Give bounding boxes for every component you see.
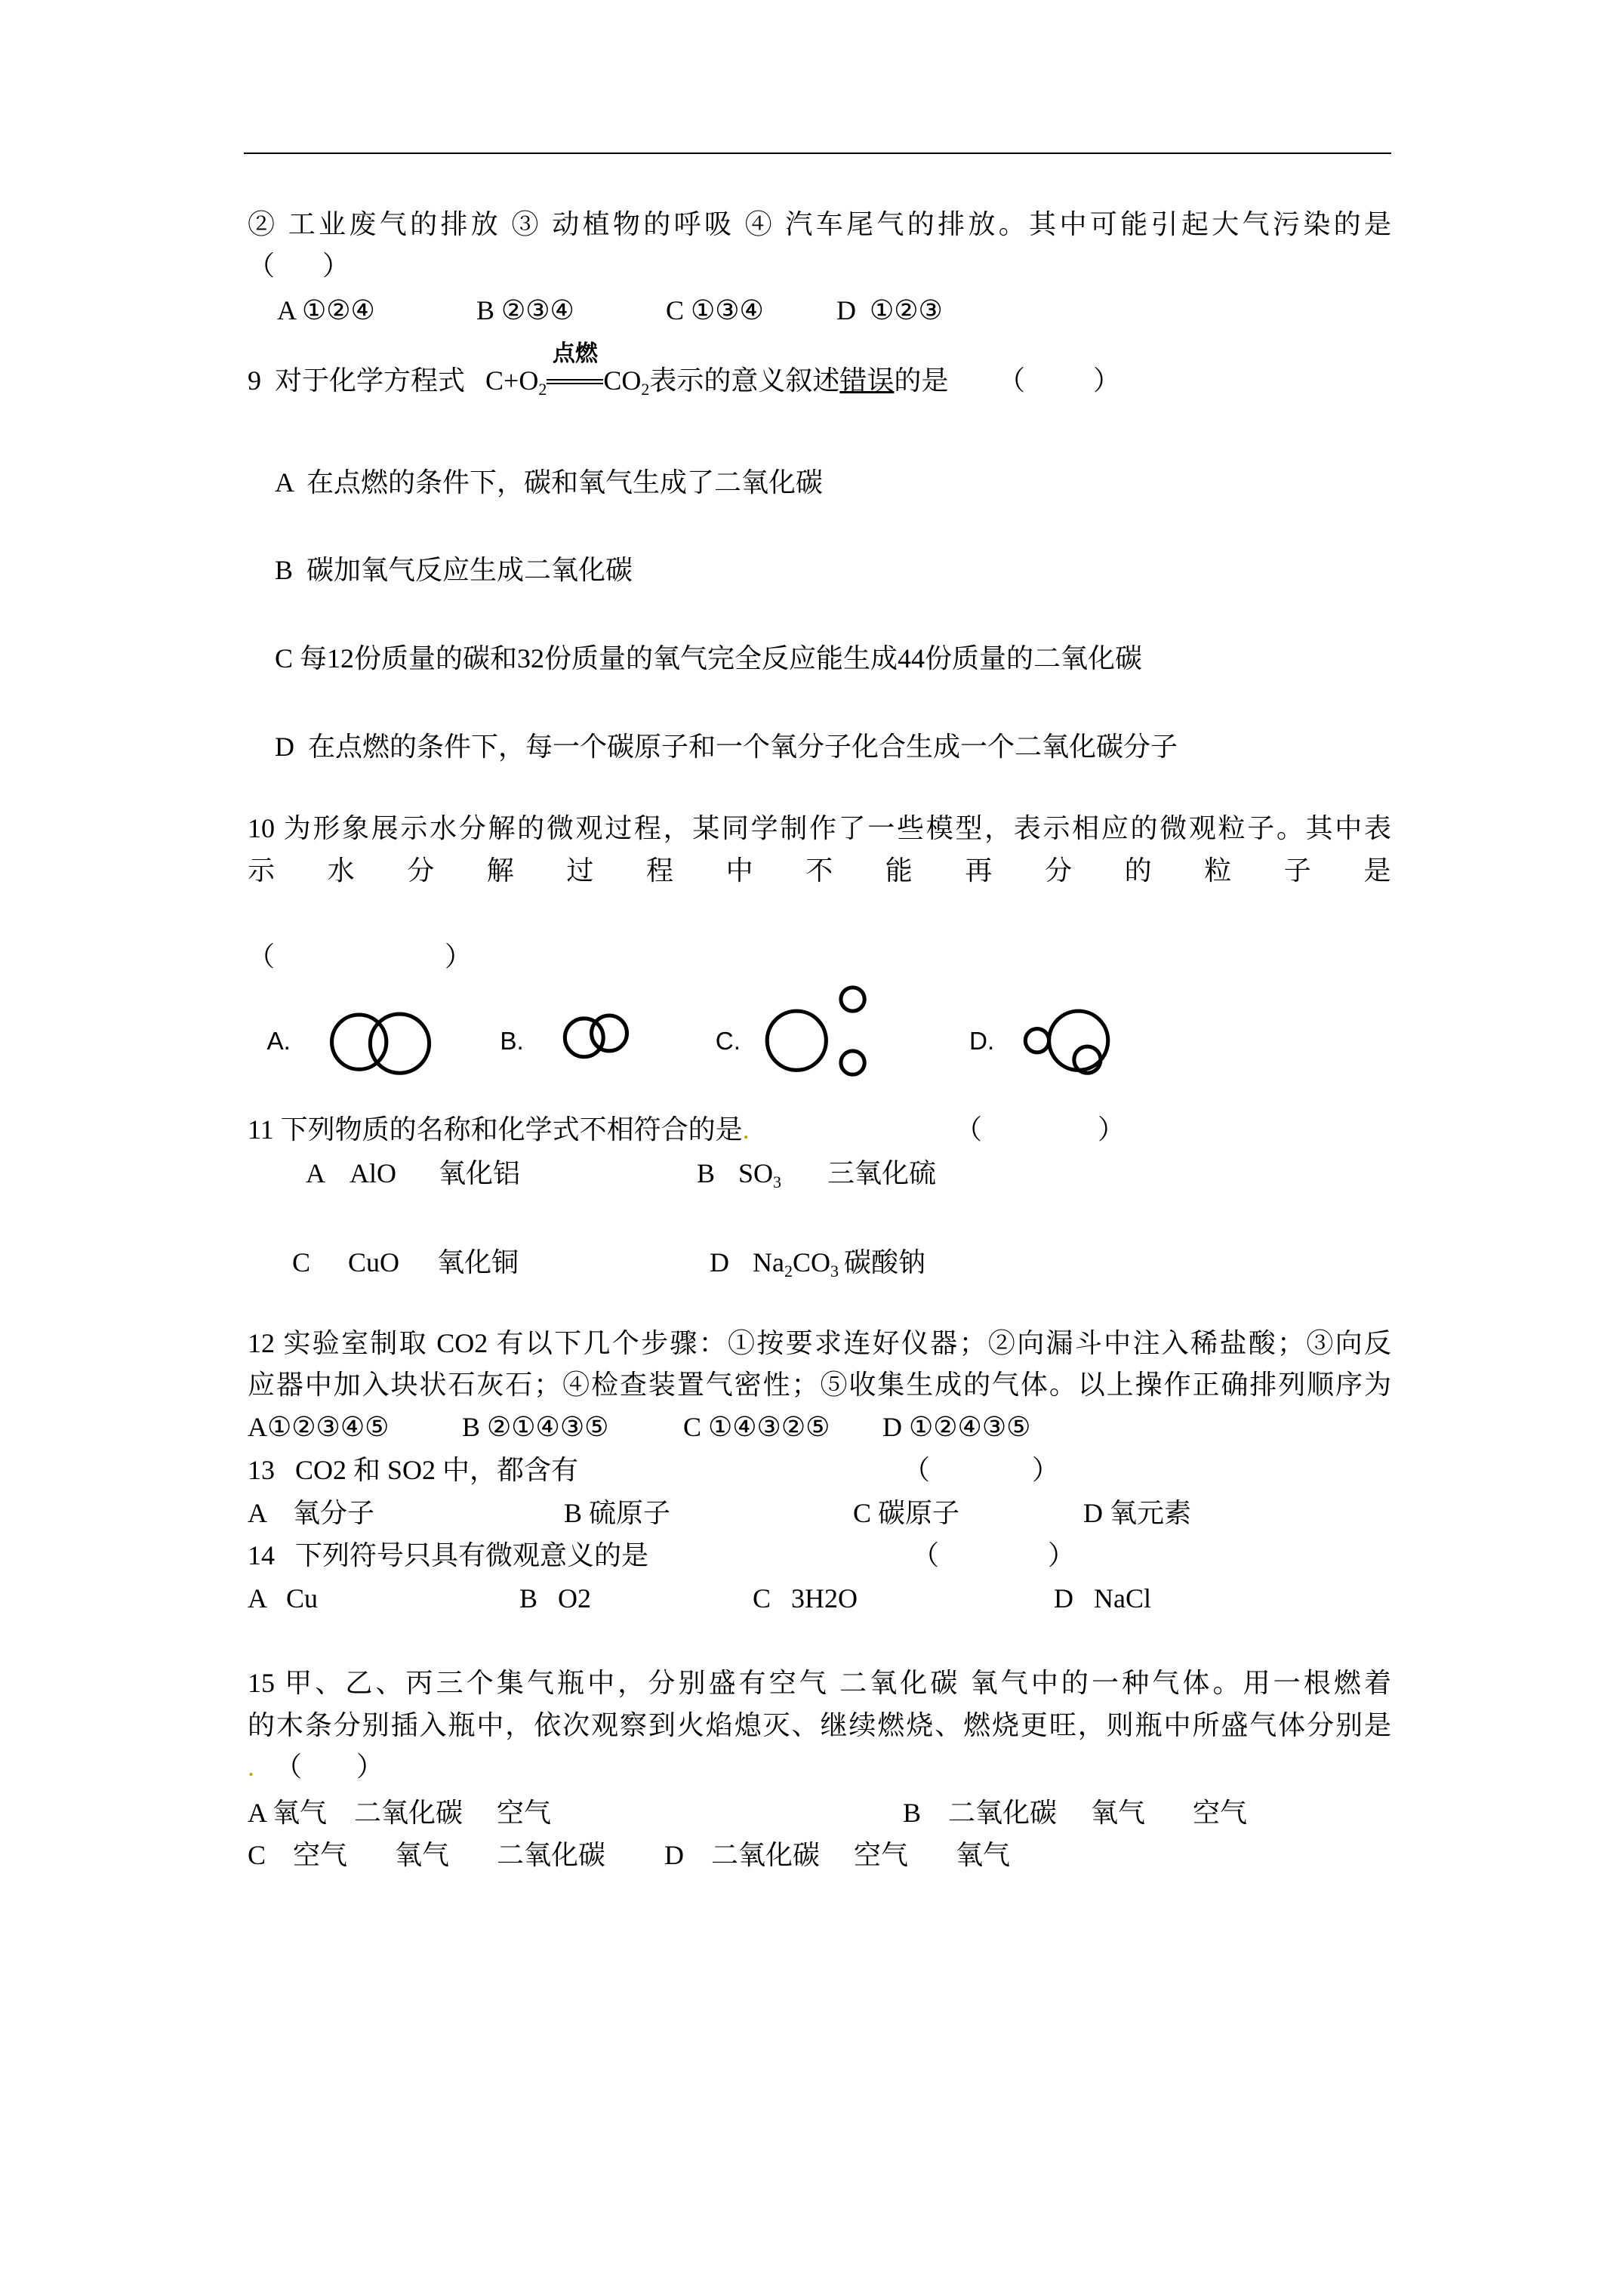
q12-stem-line1: 12 实验室制取 CO2 有以下几个步骤：①按要求连好仪器；②向漏斗中注入稀盐酸；③向反 (248, 1328, 1391, 1358)
q9-option-c: C 每12份质量的碳和32份质量的氧气完全反应能生成44份质量的二氧化碳 (275, 643, 1143, 673)
q9-option-d: D 在点燃的条件下，每一个碳原子和一个氧分子化合生成一个二氧化碳分子 (275, 732, 1178, 762)
option-letter: D (710, 1247, 729, 1277)
q14-option-c: C 3H2O (753, 1583, 858, 1613)
q15-stem-line3 (248, 1750, 383, 1783)
option-name: 氧化铝 (439, 1158, 521, 1188)
option-letter: C (292, 1247, 311, 1277)
q11-answer-paren: （ ） (955, 1114, 1126, 1145)
option-c-small-circle-top (841, 988, 864, 1011)
option-c-small-circle-bottom (841, 1051, 864, 1074)
q11-option-b (697, 1157, 936, 1190)
option-formula: CuO (348, 1247, 400, 1277)
q9-option-a: A 在点燃的条件下，碳和氧气生成了二氧化碳 (275, 467, 824, 498)
q12-stem-line2: 应器中加入块状石灰石；④检查装置气密性；⑤收集生成的气体。以上操作正确排列顺序为 (248, 1370, 1391, 1400)
q8-stem: ② 工业废气的排放 ③ 动植物的呼吸 ④ 汽车尾气的排放。其中可能引起大气污染的是 (248, 209, 1391, 239)
q9-stem-end: 的是 (894, 365, 949, 396)
formula-part: SO (738, 1158, 774, 1188)
q14-option-b: B O2 (519, 1583, 592, 1613)
q8-option-c: C ①③④ (666, 295, 764, 325)
q8-option-a: A ①②④ (277, 295, 375, 325)
formula-part: Na (753, 1247, 784, 1277)
figure-label-b: B. (500, 1027, 524, 1056)
option-b-left-circle (565, 1019, 603, 1057)
formula-subscript: 3 (773, 1173, 782, 1191)
q15-dot: . (248, 1752, 254, 1782)
q15-option-d: D 二氧化碳 空气 氧气 (664, 1840, 1010, 1870)
q12-option-b: B ②①④③⑤ (462, 1412, 609, 1442)
reaction-condition: 点燃 (552, 341, 598, 367)
option-formula (753, 1246, 844, 1288)
q15-option-a: A 氧气 二氧化碳 空气 (248, 1798, 552, 1828)
option-a-right-circle (370, 1014, 429, 1073)
figure-label-c: C. (715, 1027, 741, 1056)
q11-stem (248, 1113, 750, 1146)
option-c-large-circle (767, 1011, 826, 1070)
q14-answer-paren: （ ） (912, 1540, 1076, 1570)
formula-subscript: 2 (784, 1262, 793, 1281)
q13-option-c: C 碳原子 (853, 1498, 960, 1528)
q10-stem-line2: 示水分解过程中不能再分的粒子是 (248, 855, 1444, 886)
q9-answer-paren: （ ） (998, 365, 1121, 396)
option-name: 碳酸钠 (844, 1247, 926, 1277)
option-b-right-circle (592, 1015, 627, 1051)
q14-option-a: A Cu (248, 1583, 319, 1613)
q9-stem-prefix: 9 对于化学方程式 C+O (248, 365, 539, 396)
q11-option-d (710, 1246, 925, 1279)
q15-answer-paren: （ ） (275, 1752, 384, 1782)
q11-option-c (292, 1246, 519, 1279)
particle-model-figure (251, 977, 1166, 1086)
q14-stem: 14 下列符号只具有微观意义的是 (248, 1540, 649, 1570)
product-formula: CO (603, 365, 642, 396)
q9-option-b: B 碳加氧气反应生成二氧化碳 (275, 555, 633, 585)
q12-option-c: C ①④③②⑤ (683, 1412, 830, 1442)
double-line (547, 379, 603, 384)
option-formula: AlO (350, 1158, 396, 1188)
figure-label-a: A. (266, 1027, 291, 1056)
q8-option-b: B ②③④ (476, 295, 574, 325)
q13-option-a: A 氧分子 (248, 1498, 375, 1528)
q12-option-a: A①②③④⑤ (248, 1412, 390, 1442)
q11-option-a (306, 1157, 520, 1190)
q10-answer-paren: （ ） (248, 942, 472, 972)
q8-answer-paren: （ ） (248, 251, 350, 281)
q9-stem-middle: 表示的意义叙述 (649, 365, 840, 396)
option-d-small-circle-left (1025, 1029, 1049, 1052)
q15-stem-line1: 15 甲、乙、丙三个集气瓶中，分别盛有空气 二氧化碳 氧气中的一种气体。用一根燃着 (248, 1668, 1391, 1698)
q11-stem-text: 11 下列物质的名称和化学式不相符合的是 (248, 1114, 743, 1145)
q9-stem (248, 341, 949, 399)
q10-stem-line1: 10 为形象展示水分解的微观过程，某同学制作了一些模型，表示相应的微观粒子。其中表 (248, 813, 1391, 843)
q15-stem-line2: 的木条分别插入瓶中，依次观察到火焰熄灭、继续燃烧、燃烧更旺，则瓶中所盛气体分别是 (248, 1710, 1391, 1740)
option-letter: B (697, 1158, 716, 1188)
co2-subscript: 2 (641, 380, 650, 399)
option-name: 三氧化硫 (827, 1158, 937, 1188)
q15-option-c: C 空气 氧气 二氧化碳 (248, 1840, 606, 1870)
reaction-arrow (547, 341, 603, 397)
option-letter: A (306, 1158, 325, 1188)
q9-underlined-word: 错误 (839, 365, 895, 396)
o2-subscript: 2 (538, 380, 547, 399)
header-rule (244, 153, 1391, 154)
q8-option-d: D ①②③ (836, 295, 943, 325)
q14-option-d: D NaCl (1054, 1583, 1151, 1613)
formula-part: CO (792, 1247, 830, 1277)
option-formula (738, 1157, 827, 1199)
q13-stem: 13 CO2 和 SO2 中，都含有 (248, 1455, 579, 1485)
formula-subscript: 3 (830, 1262, 839, 1281)
q13-answer-paren: （ ） (903, 1455, 1060, 1485)
q13-option-b: B 硫原子 (564, 1498, 671, 1528)
option-name: 氧化铜 (437, 1247, 519, 1277)
q12-option-d: D ①②④③⑤ (882, 1412, 1031, 1442)
q13-option-d: D 氧元素 (1083, 1498, 1191, 1528)
figure-label-d: D. (969, 1027, 995, 1056)
q11-dot: . (742, 1114, 750, 1145)
q15-option-b: B 二氧化碳 氧气 空气 (903, 1798, 1248, 1828)
